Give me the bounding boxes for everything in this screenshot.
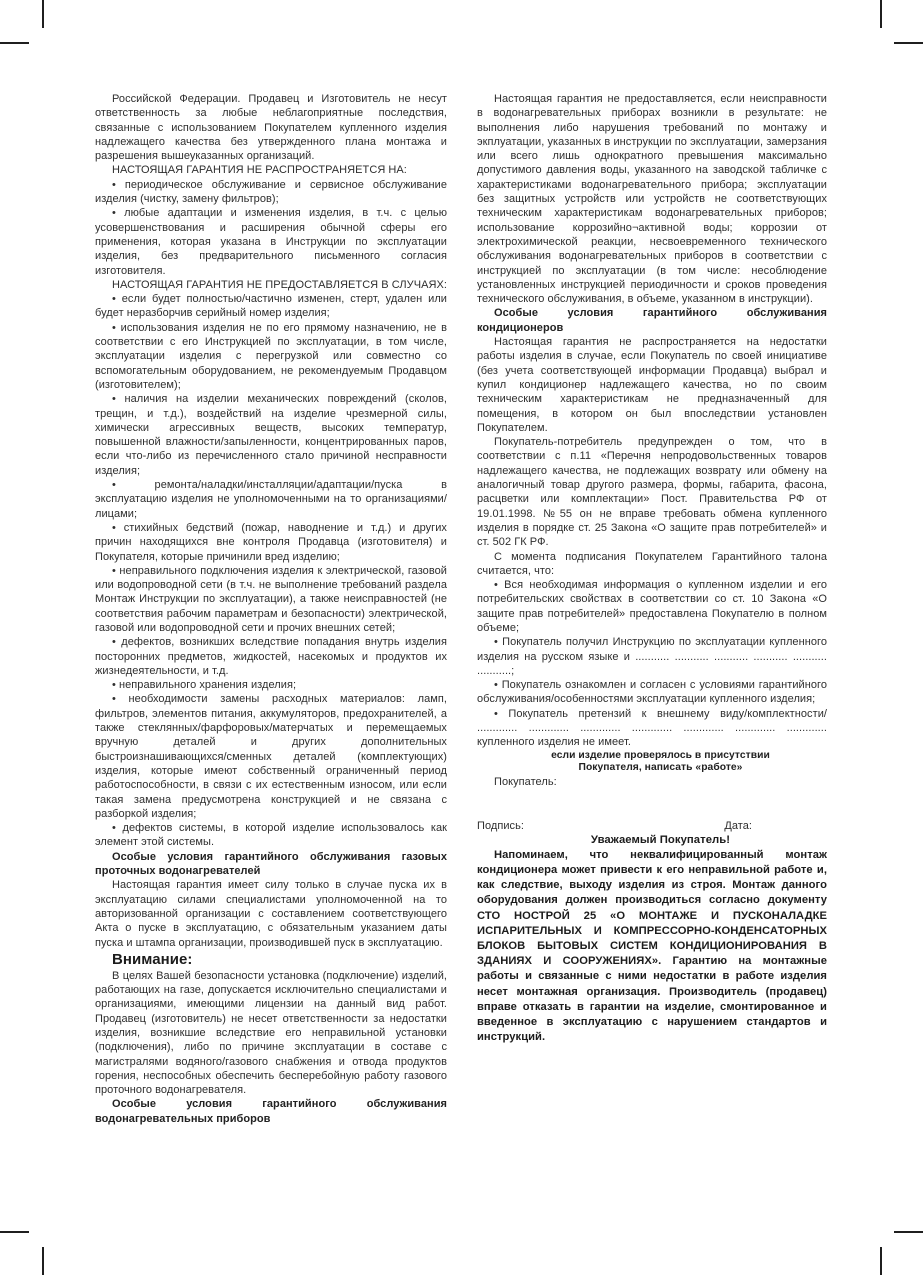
- buyer-label: Покупатель:: [494, 775, 557, 788]
- not-provided-item: • неправильного хранения изделия;: [112, 679, 297, 692]
- not-provided-item: • дефектов, возникших вследствие попадания внутрь изделия посторонних предметов, жидкостей, насекомых и продуктов их жизнедеятельности, и т.д.: [95, 636, 447, 677]
- water-heaters-paragraph: Настоящая гарантия не предоставляется, если неисправности в водонагревательных приборах возникли в результате: не выполнения либо нарушения требований по монтажу и экплуатации, указанных в инструкции по эксплуатации, замерзания или всего лишь однократного превышения максимально допустимого давления воды, указанного на заводской табличке с характеристиками водонагревательного прибора; эксплуатации без защитных устройств или устройств не соответствующих техническим характеристикам водонагревательных приборов; использование коррозийно¬активной воды; коррозии от электрохимической реакции, несвоевременного технического обслуживания водонагревательных приборов в соответствии с инструкцией по эксплуатации (в том числе: несоблюдение установленных инструкцией периодичности и сроков проведения технического обслуживания, в объеме, указанном в инструкции).: [477, 93, 827, 306]
- signature-label: Подпись:: [477, 820, 524, 833]
- signing-item: • Покупатель получил Инструкцию по эксплуатации купленного изделия на русском языке и ........... ........... ........... ........... ........... ...........;: [477, 636, 827, 677]
- date-label: Дата:: [724, 820, 752, 833]
- crop-mark-bottom-right-horizontal: [894, 1231, 923, 1233]
- attention-paragraph: В целях Вашей безопасности установка (подключение) изделий, работающих на газе, допускается исключительно специалистами и организациями, имеющими лицензии на данный вид работ. Продавец (изготовитель) не несет ответственности за недостатки изделия, возникшие вследствие его неправильной установки (подключения), либо по причине эксплуатации в составе с магистралями водяного/газового снабжения и отвода продуктов горения, неспособных обеспечить бесперебойную работу газового проточного водонагревателя.: [95, 969, 447, 1097]
- signing-item: • Вся необходимая информация о купленном изделии и его потребительских свойствах в соответствии со ст. 10 Закона «О защите прав потребителей» предоставлена Покупателю в полном объеме;: [477, 579, 827, 634]
- check-note-line-2: Покупателя, написать «работе»: [578, 762, 743, 774]
- warranty-not-covered-title: НАСТОЯЩАЯ ГАРАНТИЯ НЕ РАСПРОСТРАНЯЕТСЯ НА:: [112, 164, 407, 177]
- dear-customer-heading: Уважаемый Покупатель!: [590, 834, 731, 847]
- crop-mark-bottom-left-horizontal: [0, 1231, 29, 1233]
- not-provided-item: • дефектов системы, в которой изделие использовалось как элемент этой системы.: [95, 822, 447, 849]
- not-provided-item: • неправильного подключения изделия к электрической, газовой или водопроводной сети (в т.ч. не выполнение требований раздела Монтаж Инструкции по эксплуатации), а также неисправностей (не соответствия рабочим параметрам и безопасности) электрической, газовой или водопроводной сети и прочих внешних сетей;: [95, 564, 447, 634]
- crop-mark-top-left-vertical: [42, 0, 44, 28]
- attention-heading: Внимание:: [112, 950, 193, 968]
- gas-heaters-heading: Особые условия гарантийного обслуживания газовых проточных водонагревателей: [95, 850, 447, 878]
- right-column: [477, 92, 827, 1045]
- air-conditioners-heading: Особые условия гарантийного обслуживания кондиционеров: [477, 307, 827, 334]
- not-provided-item: • стихийных бедствий (пожар, наводнение и т.д.) и других причин находящихся вне контроля Продавца (изготовителя) и Покупателя, которые причинили вред изделию;: [95, 521, 447, 563]
- not-provided-item: • необходимости замены расходных материалов: ламп, фильтров, элементов питания, аккумуляторов, предохранителей, а также стеклянных/фарфоровых/матерчатых и перемещаемых вручную деталей и других дополнительных быстроизнашивающихся/сменных деталей (комплектующих) изделия, которые имеют собственный ограниченный период работоспособности, в связи с их естественным износом, или если такая замена предусмотрена конструкцией и не связана с разборкой изделия;: [95, 693, 447, 820]
- not-provided-item: • наличия на изделии механических повреждений (сколов, трещин, и т.д.), воздействий на изделие чрезмерной силы, химически агрессивных веществ, высоких температур, повышенной влажности/запыленности, концентрированных паров, если что-либо из перечисленного стало причиной несправности изделия;: [95, 393, 447, 477]
- warranty-not-provided-title: НАСТОЯЩАЯ ГАРАНТИЯ НЕ ПРЕДОСТАВЛЯЕТСЯ В СЛУЧАЯХ:: [112, 278, 447, 291]
- air-conditioners-paragraph-1: Настоящая гарантия не распространяется на недостатки работы изделия в случае, если Покупатель по своей инициативе (без учета соответствующей информации Продавца) выбрал и купил кондиционер надлежащего качества, но по своим техническим характеристикам не предназначенный для помещения, в котором он был впоследствии установлен Покупателем.: [477, 336, 827, 434]
- not-provided-item: • ремонта/наладки/инсталляции/адаптации/пуска в эксплуатацию изделия не уполномоченными на то организациями/лицами;: [95, 479, 447, 520]
- signing-intro-paragraph: С момента подписания Покупателем Гарантийного талона считается, что:: [477, 550, 827, 577]
- crop-mark-top-left-horizontal: [0, 42, 29, 44]
- signing-item: • Покупатель ознакомлен и согласен с условиями гарантийного обслуживания/особенностями эксплуатации купленного изделия;: [477, 679, 827, 706]
- check-note-line-1: если изделие проверялось в присутствии: [551, 749, 770, 761]
- intro-paragraph: Российской Федерации. Продавец и Изготовитель не несут ответственность за любые неблагоприятные последствия, связанные с использованием Покупателем купленного изделия надлежащего качества без утвержденного плана монтажа и разрешения вышеуказанных организаций.: [95, 93, 447, 163]
- not-provided-item: • если будет полностью/частично изменен, стерт, удален или будет неразборчив серийный номер изделия;: [95, 293, 447, 320]
- signing-item: • Покупатель претензий к внешнему виду/комплектности/ ............. ............. ............. ............. ............. ............. ............. купленного изделия не имеет.: [477, 707, 827, 749]
- dear-customer-paragraph: Напоминаем, что неквалифицированный монтаж кондиционера может привести к его неправильной работе и, как следствие, выходу изделия из строя. Монтаж данного оборудования должен производиться согласно документу СТО НОСТРОЙ 25 «О МОНТАЖЕ И ПУСКОНАЛАДКЕ ИСПАРИТЕЛЬНЫХ И КОМПРЕССОРНО-КОНДЕНСАТОРНЫХ БЛОКОВ БЫТОВЫХ СИСТЕМ КОНДИЦИОНИРОВАНИЯ В ЗДАНИЯХ И СООРУЖЕНИЯХ». Гарантию на монтажные работы и связанные с ними недостатки в работе изделия несет монтажная организация. Производитель (продавец) вправе отказать в гарантии на изделие, смонтированное и введенное в эксплуатацию с нарушением стандартов и инструкций.: [477, 848, 827, 1044]
- crop-mark-top-right-horizontal: [894, 42, 923, 44]
- left-column: [95, 92, 447, 1126]
- signature-date-row: [477, 819, 827, 833]
- gas-heaters-paragraph: Настоящая гарантия имеет силу только в случае пуска их в эксплуатацию силами специалистами уполномоченной на то авторизованной организации с составлением соответствующего Акта о пуске в эксплуатацию, с обязательным указанием даты пуска и штампа организации, производившей пуск в эксплуатацию.: [95, 879, 447, 949]
- air-conditioners-paragraph-2: Покупатель-потребитель предупрежден о том, что в соответствии с п.11 «Перечня непродовольственных товаров надлежащего качества, не подлежащих возврату или обмену на аналогичный товар другого размера, формы, габарита, фасона, расцветки или комплектации» Пост. Правительства РФ от 19.01.1998. №55 он не вправе требовать обмена купленного изделия в порядке ст. 25 Закона «О защите прав потребителей» и ст. 502 ГК РФ.: [477, 436, 827, 549]
- crop-mark-bottom-right-vertical: [880, 1247, 882, 1275]
- crop-mark-top-right-vertical: [880, 0, 882, 28]
- not-covered-item: • периодическое обслуживание и сервисное обслуживание изделия (чистку, замену фильтров);: [95, 178, 447, 206]
- not-provided-item: • использования изделия не по его прямому назначению, не в соответствии с его Инструкцией по эксплуатации, в том числе, эксплуатации изделия с перегрузкой или совместно со вспомогательным оборудованием, не рекомендуемым Продавцом (изготовителем);: [95, 321, 447, 391]
- crop-mark-bottom-left-vertical: [42, 1247, 44, 1275]
- not-covered-item: • любые адаптации и изменения изделия, в т.ч. с целью усовершенствования и расширения обычной сферы его применения, которая указана в Инструкции по эксплуатации изделия, без предварительного письменного согласия изготовителя.: [95, 207, 447, 277]
- water-heaters-heading: Особые условия гарантийного обслуживания водонагревательных приборов: [95, 1098, 447, 1125]
